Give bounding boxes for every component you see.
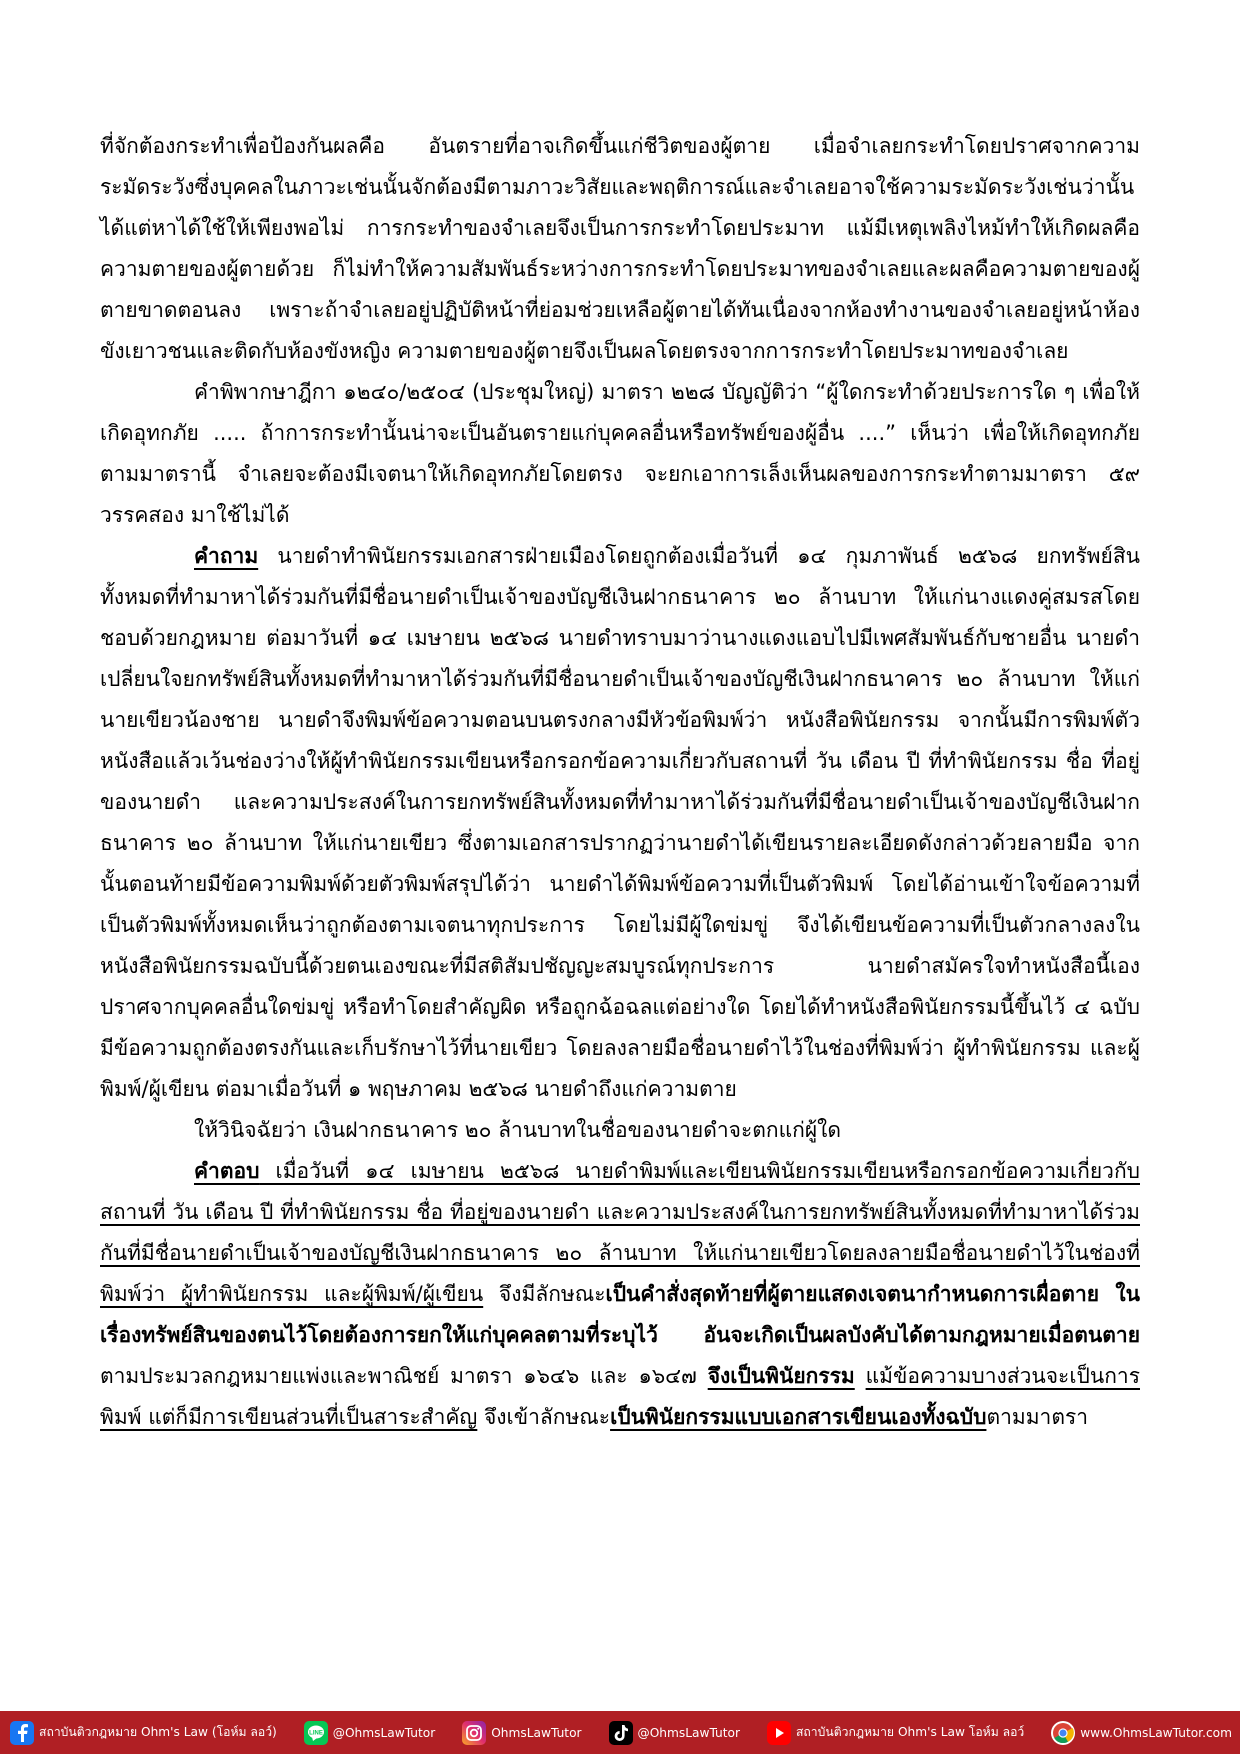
question-label: คำถาม xyxy=(194,544,259,568)
answer-bold-1: เป็นคำสั่งสุดท้ายที่ผู้ตายแสดงเจตนากำหนดการเผื่อตาย ในเรื่องทรัพย์สินของตนไว้โดยต้องการยกให้แก่บุคคลตามที่ระบุไว้ อันจะเกิดเป็นผลบังคับได้ตามกฎหมายเมื่อตนตาย xyxy=(100,1282,1140,1347)
paragraph-question-ask: ให้วินิจฉัยว่า เงินฝากธนาคาร ๒๐ ล้านบาทในชื่อของนายดำจะตกแก่ผู้ใด xyxy=(194,1118,842,1142)
svg-text:LINE: LINE xyxy=(308,1730,323,1736)
footer-facebook-text: สถาบันติวกฎหมาย Ohm's Law (โอห์ม ลอว์) xyxy=(39,1725,277,1739)
footer-website-link[interactable] xyxy=(1051,1721,1232,1745)
instagram-icon xyxy=(462,1721,486,1745)
answer-bold-underlined-1: จึงเป็นพินัยกรรม xyxy=(707,1364,855,1388)
footer-instagram-text: OhmsLawTutor xyxy=(491,1725,582,1740)
footer-website-text: www.OhmsLawTutor.com xyxy=(1080,1725,1232,1740)
answer-text-1: จึงมีลักษณะ xyxy=(483,1282,606,1306)
answer-bold-underlined-2: เป็นพินัยกรรมแบบเอกสารเขียนเองทั้งฉบับ xyxy=(610,1405,987,1429)
answer-text-2: ตามประมวลกฎหมายแพ่งและพาณิชย์ มาตรา ๑๖๔๖ และ ๑๖๔๗ xyxy=(100,1364,708,1388)
paragraph-court-reasoning: ที่จักต้องกระทำเพื่อป้องกันผลคือ อันตรายที่อาจเกิดขึ้นแก่ชีวิตของผู้ตาย เมื่อจำเลยกระทำโดยปราศจากความระมัดระวังซึ่งบุคคลในภาวะเช่นนั้นจักต้องมีตามภาวะวิสัยและพฤติการณ์และจำเลยอาจใช้ความระมัดระวังเช่นว่านั้นได้แต่หาได้ใช้ให้เพียงพอไม่ การกระทำของจำเลยจึงเป็นการกระทำโดยประมาท แม้มีเหตุเพลิงไหม้ทำให้เกิดผลคือความตายของผู้ตายด้วย ก็ไม่ทำให้ความสัมพันธ์ระหว่างการกระทำโดยประมาทของจำเลยและผลคือความตายของผู้ตายขาดตอนลง เพราะถ้าจำเลยอยู่ปฏิบัติหน้าที่ย่อมช่วยเหลือผู้ตายได้ทันเนื่องจากห้องทำงานของจำเลยอยู่หน้าห้องขังเยาวชนและติดกับห้องขังหญิง ความตายของผู้ตายจึงเป็นผลโดยตรงจากการกระทำโดยประมาทของจำเลย xyxy=(100,134,1140,363)
footer-facebook-link[interactable] xyxy=(10,1721,277,1745)
footer-tiktok-link[interactable] xyxy=(609,1721,741,1745)
paragraph-supreme-court-ruling: คำพิพากษาฎีกา ๑๒๔๐/๒๕๐๔ (ประชุมใหญ่) มาตรา ๒๒๘ บัญญัติว่า “ผู้ใดกระทำด้วยประการใด ๆ เพื่อให้เกิดอุทกภัย ..... ถ้าการกระทำนั้นน่าจะเป็นอันตรายแก่บุคคลอื่นหรือทรัพย์ของผู้อื่น ....” เห็นว่า เพื่อให้เกิดอุทกภัยตามมาตรานี้ จำเลยจะต้องมีเจตนาให้เกิดอุทกภัยโดยตรง จะยกเอาการเล็งเห็นผลของการกระทำตามมาตรา ๕๙ วรรคสอง มาใช้ไม่ได้ xyxy=(100,380,1140,527)
footer-line-text: @OhmsLawTutor xyxy=(332,1725,436,1740)
answer-text-5: ตามมาตรา xyxy=(986,1405,1089,1429)
chrome-icon xyxy=(1051,1721,1075,1745)
question-text: นายดำทำพินัยกรรมเอกสารฝ่ายเมืองโดยถูกต้องเมื่อวันที่ ๑๔ กุมภาพันธ์ ๒๕๖๘ ยกทรัพย์สินทั้งหมดที่ทำมาหาได้ร่วมกันที่มีชื่อนายดำเป็นเจ้าของบัญชีเงินฝากธนาคาร ๒๐ ล้านบาท ให้แก่นางแดงคู่สมรสโดยชอบด้วยกฎหมาย ต่อมาวันที่ ๑๔ เมษายน ๒๕๖๘ นายดำทราบมาว่านางแดงแอบไปมีเพศสัมพันธ์กับชายอื่น นายดำเปลี่ยนใจยกทรัพย์สินทั้งหมดที่ทำมาหาได้ร่วมกันที่มีชื่อนายดำเป็นเจ้าของบัญชีเงินฝากธนาคาร ๒๐ ล้านบาท ให้แก่นายเขียวน้องชาย นายดำจึงพิมพ์ข้อความตอนบนตรงกลางมีหัวข้อพิมพ์ว่า หนังสือพินัยกรรม จากนั้นมีการพิมพ์ตัวหนังสือแล้วเว้นช่องว่างให้ผู้ทำพินัยกรรมเขียนหรือกรอกข้อความเกี่ยวกับสถานที่ วัน เดือน ปี ที่ทำพินัยกรรม ชื่อ ที่อยู่ของนายดำ และความประสงค์ในการยกทรัพย์สินทั้งหมดที่ทำมาหาได้ร่วมกันที่มีชื่อนายดำเป็นเจ้าของบัญชีเงินฝากธนาคาร ๒๐ ล้านบาท ให้แก่นายเขียว ซึ่งตามเอกสารปรากฏว่านายดำได้เขียนรายละเอียดดังกล่าวด้วยลายมือ จากนั้นตอนท้ายมีข้อความพิมพ์ด้วยตัวพิมพ์สรุปได้ว่า นายดำได้พิมพ์ข้อความที่เป็นตัวพิมพ์ โดยได้อ่านเข้าใจข้อความที่เป็นตัวพิมพ์ทั้งหมดเห็นว่าถูกต้องตามเจตนาทุกประการ โดยไม่มีผู้ใดข่มขู่ จึงได้เขียนข้อความที่เป็นตัวกลางลงในหนังสือพินัยกรรมฉบับนี้ด้วยตนเองขณะที่มีสติสัมปชัญญะสมบูรณ์ทุกประการ นายดำสมัครใจทำหนังสือนี้เอง ปราศจากบุคคลอื่นใดข่มขู่ หรือทำโดยสำคัญผิด หรือถูกฉ้อฉลแต่อย่างใด โดยได้ทำหนังสือพินัยกรรมนี้ขึ้นไว้ ๔ ฉบับ มีข้อความถูกต้องตรงกันและเก็บรักษาไว้ที่นายเขียว โดยลงลายมือชื่อนายดำไว้ในช่องที่พิมพ์ว่า ผู้ทำพินัยกรรม และผู้พิมพ์/ผู้เขียน ต่อมาเมื่อวันที่ ๑ พฤษภาคม ๒๕๖๘ นายดำถึงแก่ความตาย xyxy=(100,544,1140,1101)
answer-text-3 xyxy=(855,1364,866,1388)
answer-text-4: จึงเข้าลักษณะ xyxy=(477,1405,611,1429)
footer-instagram-link[interactable] xyxy=(462,1721,581,1745)
footer-bar xyxy=(0,1711,1240,1754)
answer-underlined-2: แม้ข้อความบางส่วนจะเป็นการพิมพ์ แต่ก็มีการเขียนส่วนที่เป็นสาระสำคัญ xyxy=(100,1364,1140,1429)
paragraph-question xyxy=(100,536,1140,1110)
paragraph-answer xyxy=(100,1151,1140,1438)
line-icon xyxy=(304,1721,328,1745)
footer-tiktok-text: @OhmsLawTutor xyxy=(637,1725,741,1740)
youtube-icon xyxy=(767,1721,791,1745)
tiktok-icon xyxy=(609,1721,633,1745)
answer-underlined-1: เมื่อวันที่ ๑๔ เมษายน ๒๕๖๘ นายดำพิมพ์และเขียนพินัยกรรมเขียนหรือกรอกข้อความเกี่ยวกับสถานที่ วัน เดือน ปี ที่ทำพินัยกรรม ชื่อ ที่อยู่ของนายดำ และความประสงค์ในการยกทรัพย์สินทั้งหมดที่ทำมาหาได้ร่วมกันที่มีชื่อนายดำเป็นเจ้าของบัญชีเงินฝากธนาคาร ๒๐ ล้านบาท ให้แก่นายเขียวโดยลงลายมือชื่อนายดำไว้ในช่องที่พิมพ์ว่า ผู้ทำพินัยกรรม และผู้พิมพ์/ผู้เขียน xyxy=(100,1159,1140,1306)
document-page xyxy=(100,126,1140,1646)
footer-line-link[interactable] xyxy=(304,1721,436,1745)
answer-label: คำตอบ xyxy=(194,1159,260,1183)
footer-youtube-link[interactable] xyxy=(767,1721,1024,1745)
footer-youtube-text: สถาบันติวกฎหมาย Ohm's Law โอห์ม ลอว์ xyxy=(795,1725,1025,1739)
facebook-icon xyxy=(10,1721,34,1745)
